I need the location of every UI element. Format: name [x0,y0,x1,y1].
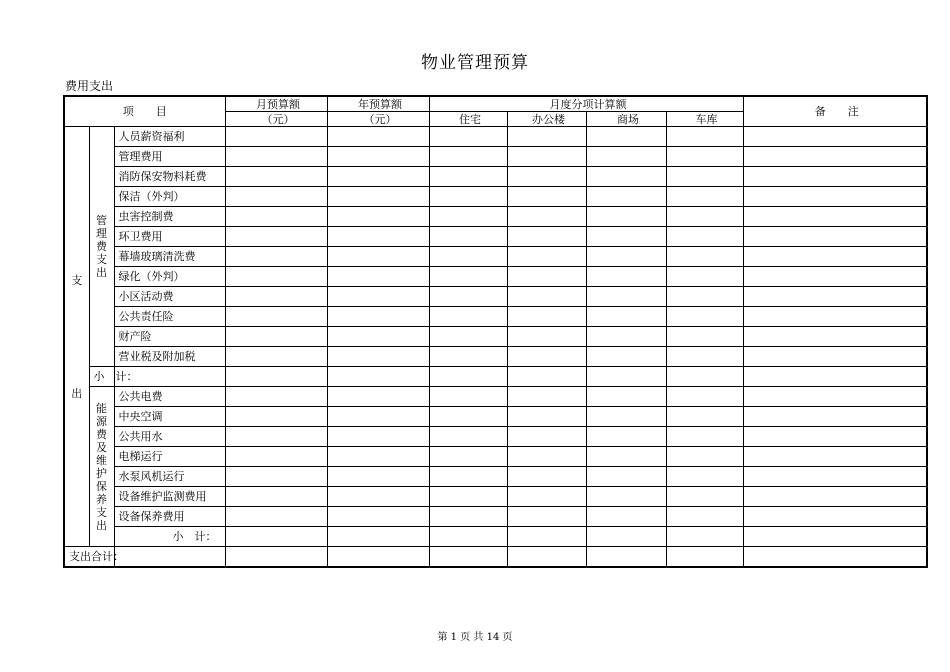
vertical-char: 及 [96,440,107,454]
budget-cell[interactable] [666,527,743,547]
budget-cell[interactable] [666,307,743,327]
row-label: 设备维护监测费用 [114,487,225,507]
budget-cell[interactable] [327,187,429,207]
budget-cell[interactable] [586,427,666,447]
budget-cell[interactable] [225,467,327,487]
budget-cell[interactable] [429,327,507,347]
vertical-char: 出 [96,518,107,532]
budget-cell[interactable] [666,267,743,287]
budget-cell[interactable] [666,367,743,387]
budget-cell[interactable] [225,227,327,247]
subtotal-row [64,527,927,547]
total-label: 支出合计： [64,547,114,568]
budget-cell[interactable] [507,267,586,287]
budget-cell[interactable] [586,487,666,507]
budget-cell[interactable] [743,227,927,247]
row-label: 保洁（外判） [114,187,225,207]
row-label: 人员薪资福利 [114,127,225,147]
section-label: 费用支出 [65,79,114,93]
budget-cell[interactable] [743,527,927,547]
budget-cell[interactable] [666,427,743,447]
budget-cell[interactable] [225,147,327,167]
budget-cell[interactable] [586,227,666,247]
budget-cell[interactable] [225,127,327,147]
budget-cell[interactable] [666,127,743,147]
budget-cell[interactable] [743,347,927,367]
vertical-char: 理 [96,227,107,240]
budget-cell[interactable] [429,507,507,527]
budget-cell[interactable] [507,527,586,547]
budget-cell[interactable] [507,367,586,387]
budget-cell[interactable] [586,387,666,407]
budget-cell[interactable] [225,247,327,267]
budget-cell[interactable] [507,127,586,147]
budget-cell[interactable] [429,467,507,487]
budget-cell[interactable] [507,447,586,467]
table-row [64,427,927,447]
budget-cell[interactable] [327,527,429,547]
budget-cell[interactable] [225,527,327,547]
budget-cell[interactable] [666,387,743,407]
budget-cell[interactable] [507,147,586,167]
table-row [64,247,927,267]
budget-cell[interactable] [507,247,586,267]
budget-cell[interactable] [327,267,429,287]
budget-cell[interactable] [586,507,666,527]
header-residential: 住宅 [429,112,507,127]
budget-cell[interactable] [666,487,743,507]
header-yearly: 年预算额 [327,96,429,112]
total-row [64,547,927,568]
outer-label-chu: 出 [71,386,83,400]
budget-cell[interactable] [743,427,927,447]
vertical-char: 养 [96,492,107,506]
vertical-char: 出 [96,266,107,279]
budget-cell[interactable] [327,547,429,568]
budget-cell[interactable] [507,327,586,347]
budget-cell[interactable] [586,127,666,147]
budget-cell[interactable] [225,187,327,207]
budget-cell[interactable] [429,347,507,367]
budget-cell[interactable] [429,287,507,307]
budget-cell[interactable] [429,207,507,227]
budget-cell[interactable] [507,467,586,487]
budget-cell[interactable] [327,467,429,487]
budget-cell[interactable] [743,147,927,167]
budget-cell[interactable] [429,267,507,287]
budget-cell[interactable] [507,287,586,307]
budget-cell[interactable] [225,207,327,227]
table-row [64,507,927,527]
subtotal-label: 小 计： [114,527,225,547]
budget-cell[interactable] [429,547,507,568]
table-row [64,187,927,207]
budget-cell[interactable] [507,487,586,507]
budget-cell[interactable] [586,467,666,487]
subtotal-row [64,367,927,387]
budget-cell[interactable] [327,127,429,147]
budget-cell[interactable] [586,347,666,367]
budget-cell[interactable] [429,227,507,247]
budget-cell[interactable] [225,347,327,367]
row-label: 营业税及附加税 [114,347,225,367]
budget-cell[interactable] [225,487,327,507]
vertical-char: 支 [96,505,107,519]
table-row [64,447,927,467]
budget-cell[interactable] [743,207,927,227]
budget-cell[interactable] [666,167,743,187]
budget-cell[interactable] [743,267,927,287]
budget-cell[interactable] [225,447,327,467]
budget-cell[interactable] [507,507,586,527]
row-label: 虫害控制费 [114,207,225,227]
table-row [64,387,927,407]
budget-cell[interactable] [429,487,507,507]
budget-cell[interactable] [114,547,225,568]
budget-cell[interactable] [507,347,586,367]
header-item: 项 目 [64,96,225,127]
budget-cell[interactable] [327,387,429,407]
budget-cell[interactable] [743,327,927,347]
header-office: 办公楼 [507,112,586,127]
budget-cell[interactable] [327,287,429,307]
group-label-management [89,127,114,367]
budget-cell[interactable] [743,447,927,467]
budget-cell[interactable] [327,327,429,347]
budget-cell[interactable] [743,387,927,407]
budget-cell[interactable] [666,227,743,247]
budget-cell[interactable] [666,287,743,307]
budget-cell[interactable] [586,327,666,347]
budget-cell[interactable] [327,447,429,467]
budget-cell[interactable] [507,187,586,207]
row-label: 公共责任险 [114,307,225,327]
budget-cell[interactable] [507,227,586,247]
budget-cell[interactable] [327,147,429,167]
row-label: 水泵风机运行 [114,467,225,487]
budget-cell[interactable] [327,227,429,247]
budget-cell[interactable] [327,487,429,507]
budget-cell[interactable] [225,407,327,427]
budget-cell[interactable] [327,167,429,187]
table-row [64,327,927,347]
budget-cell[interactable] [743,507,927,527]
header-breakdown: 月度分项计算额 [429,96,743,112]
budget-cell[interactable] [507,207,586,227]
budget-cell[interactable] [429,147,507,167]
budget-cell[interactable] [586,547,666,568]
budget-cell[interactable] [586,447,666,467]
budget-cell[interactable] [666,147,743,167]
budget-cell[interactable] [429,387,507,407]
budget-cell[interactable] [666,187,743,207]
row-label: 消防保安物料耗费 [114,167,225,187]
row-label: 公共用水 [114,427,225,447]
budget-cell[interactable] [666,547,743,568]
budget-cell[interactable] [429,447,507,467]
header-garage: 车库 [666,112,743,127]
header-row [64,96,927,112]
header-monthly: 月预算额 [225,96,327,112]
budget-cell[interactable] [429,167,507,187]
budget-cell[interactable] [666,507,743,527]
table-row [64,287,927,307]
vertical-char: 源 [96,414,107,428]
budget-cell[interactable] [225,367,327,387]
budget-cell[interactable] [507,387,586,407]
vertical-char: 管 [96,214,107,227]
budget-cell[interactable] [586,207,666,227]
outer-label-cell [64,127,89,547]
table-row [64,147,927,167]
budget-cell[interactable] [327,507,429,527]
subtotal-label: 小 计： [89,367,114,387]
budget-cell[interactable] [586,187,666,207]
row-label: 电梯运行 [114,447,225,467]
budget-cell[interactable] [225,507,327,527]
budget-cell[interactable] [586,367,666,387]
table-row [64,207,927,227]
budget-cell[interactable] [327,307,429,327]
budget-cell[interactable] [507,307,586,327]
budget-cell[interactable] [743,167,927,187]
row-label: 管理费用 [114,147,225,167]
header-yearly-unit: （元） [327,112,429,127]
budget-cell[interactable] [225,547,327,568]
header-mall: 商场 [586,112,666,127]
page-title: 物业管理预算 [421,53,529,73]
budget-cell[interactable] [743,287,927,307]
budget-table [63,95,928,568]
budget-cell[interactable] [429,527,507,547]
budget-cell[interactable] [327,207,429,227]
budget-cell[interactable] [429,247,507,267]
budget-cell[interactable] [586,147,666,167]
budget-cell[interactable] [429,307,507,327]
budget-cell[interactable] [743,407,927,427]
vertical-char: 费 [96,427,107,441]
budget-cell[interactable] [586,407,666,427]
row-label: 公共电费 [114,387,225,407]
budget-cell[interactable] [225,267,327,287]
budget-cell[interactable] [429,427,507,447]
budget-cell[interactable] [586,287,666,307]
budget-cell[interactable] [225,167,327,187]
budget-cell[interactable] [666,447,743,467]
budget-cell[interactable] [586,247,666,267]
budget-cell[interactable] [327,247,429,267]
row-label: 财产险 [114,327,225,347]
budget-cell[interactable] [225,327,327,347]
budget-cell[interactable] [429,367,507,387]
budget-cell[interactable] [586,527,666,547]
budget-cell[interactable] [666,407,743,427]
budget-cell[interactable] [327,427,429,447]
vertical-char: 维 [96,453,107,467]
table-row [64,307,927,327]
budget-cell[interactable] [743,467,927,487]
budget-cell[interactable] [507,167,586,187]
budget-cell[interactable] [225,427,327,447]
budget-cell[interactable] [666,247,743,267]
header-remarks: 备 注 [743,96,927,127]
header-monthly-unit: （元） [225,112,327,127]
budget-cell[interactable] [666,327,743,347]
budget-cell[interactable] [586,167,666,187]
vertical-char: 费 [96,240,107,253]
vertical-char: 护 [96,466,107,480]
budget-cell[interactable] [225,387,327,407]
table-row [64,407,927,427]
budget-cell[interactable] [429,127,507,147]
table-row [64,167,927,187]
vertical-char: 能 [96,401,107,415]
budget-cell[interactable] [743,187,927,207]
budget-cell[interactable] [327,347,429,367]
vertical-char: 支 [96,253,107,266]
vertical-char: 保 [96,479,107,493]
budget-cell[interactable] [666,207,743,227]
budget-cell[interactable] [225,307,327,327]
row-label: 中央空调 [114,407,225,427]
group-label-energy [89,387,114,547]
table-row [64,347,927,367]
budget-cell[interactable] [507,547,586,568]
budget-cell[interactable] [429,407,507,427]
budget-cell[interactable] [666,467,743,487]
budget-cell[interactable] [327,407,429,427]
row-label: 幕墙玻璃清洗费 [114,247,225,267]
budget-cell[interactable] [743,487,927,507]
table-row [64,487,927,507]
budget-cell[interactable] [225,287,327,307]
page-footer: 第 1 页 共 14 页 [437,632,513,643]
table-row [64,127,927,147]
budget-cell[interactable] [586,307,666,327]
table-row [64,267,927,287]
budget-cell[interactable] [743,127,927,147]
row-label: 环卫费用 [114,227,225,247]
budget-cell[interactable] [507,427,586,447]
outer-label-zhi: 支 [71,273,83,287]
budget-cell[interactable] [666,347,743,367]
row-label: 设备保养费用 [114,507,225,527]
budget-cell[interactable] [429,187,507,207]
budget-cell[interactable] [327,367,429,387]
row-label: 绿化（外判） [114,267,225,287]
table-row [64,227,927,247]
budget-cell[interactable] [743,307,927,327]
budget-cell[interactable] [743,247,927,267]
budget-cell[interactable] [507,407,586,427]
budget-cell[interactable] [586,267,666,287]
table-row [64,467,927,487]
row-label: 小区活动费 [114,287,225,307]
